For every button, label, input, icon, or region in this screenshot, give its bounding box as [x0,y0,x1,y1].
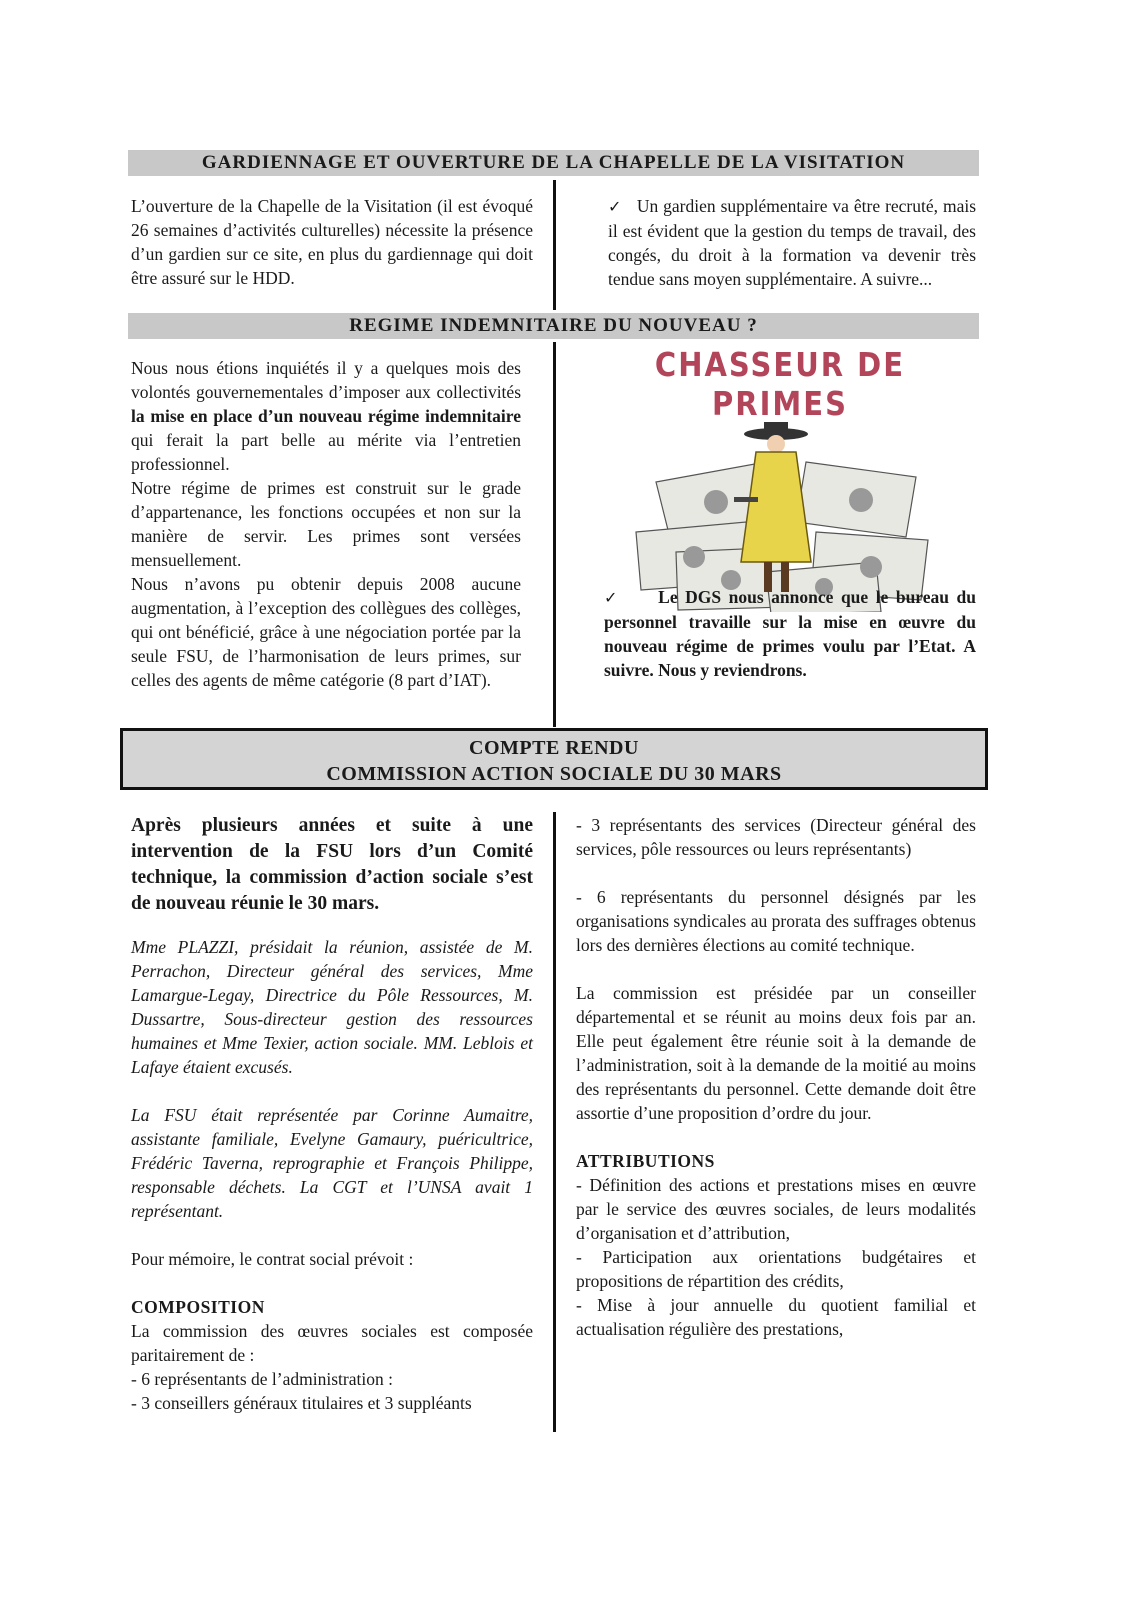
compte-rendu-right-column [576,813,976,1341]
regime-paragraph-3: Nous n’avons pu obtenir depuis 2008 aucune augmentation, à l’exception des collègues des collèges, qui ont bénéficié, grâce à une négociation portée par la seule FSU, de l’harmonisation de leurs primes, sur celles des agents de même catégorie (8 part d’IAT). [131,574,521,690]
regime-paragraph-2: Notre régime de primes est construit sur le grade d’appartenance, les fonctions occupées et non sur la manière de servir. Les primes sont versées mensuellement. [131,478,521,570]
reunion-attendees: Mme PLAZZI, présidait la réunion, assistée de M. Perrachon, Directeur général des services, Mme Lamargue-Legay, Directrice du Pôle Ressources, M. Dussartre, Sous-directeur gestion des ressources humaines et Mme Texier, action sociale. MM. Leblois et Lafaye étaient excusés. [131,937,533,1077]
compte-rendu-title-box [120,728,988,790]
attribution-item-3: - Mise à jour annuelle du quotient familial et actualisation régulière des prestations, [576,1295,976,1339]
composition-item-1: - 6 représentants de l’administration : [131,1369,393,1389]
regime-right-body: Le DGS nous annonce que le bureau du personnel travaille sur la mise en œuvre du nouveau régime de primes voulu par l’Etat. A suivre. Nous y reviendrons. [604,587,976,680]
composition-personnel: - 6 représentants du personnel désignés par les organisations syndicales au prorata des suffrages obtenus lors des dernières élections au comité technique. [576,887,976,955]
attribution-item-1: - Définition des actions et prestations mises en œuvre par le service des œuvres sociales, de leurs modalités d’organisation et d’attribution, [576,1175,976,1243]
compte-rendu-title-line2: COMMISSION ACTION SOCIALE DU 30 MARS [326,763,782,785]
illustration-title: CHASSEUR DE PRIMES [654,344,906,424]
column-divider [553,180,556,310]
column-divider [553,342,556,727]
gardiennage-left-text: L’ouverture de la Chapelle de la Visitation (il est évoqué 26 semaines d’activités culturelles) nécessite la présence d’un gardien sur ce site, en plus du gardiennage qui doit être assuré sur le HDD. [131,196,533,288]
bounty-hunter-drawing [616,422,944,612]
chasseur-de-primes-illustration [616,344,944,580]
checkmark-icon: ✓ [604,588,621,607]
commission-presidence: La commission est présidée par un conseiller départemental et se réunit au moins deux fois par an. Elle peut également être réunie soit à la demande de l’administration, soit à la demande de la moitié au moins des représentants du personnel. Cette demande doit être assortie d’une proposition d’ordre du jour. [576,983,976,1123]
compte-rendu-left-column [131,813,533,1415]
regime-right-text [604,585,976,682]
attribution-item-2: - Participation aux orientations budgétaires et propositions de répartition des crédits, [576,1247,976,1291]
composition-text: La commission des œuvres sociales est composée paritairement de : [131,1321,533,1365]
fsu-representatives: La FSU était représentée par Corinne Aumaitre, assistante familiale, Evelyne Gamaury, puéricultrice, Frédéric Taverna, reprographie et François Philippe, responsable déchets. La CGT et l’UNSA avait 1 représentant. [131,1105,533,1221]
composition-heading: COMPOSITION [131,1297,265,1317]
gardiennage-right-body: Un gardien supplémentaire va être recruté, mais il est évident que la gestion du temps de travail, des congés, du droit à la formation va devenir très tendue sans moyen supplémentaire. A suivre... [608,196,977,289]
column-divider [553,812,556,1432]
regime-paragraph-1 [131,356,521,476]
regime-p1-start: Nous nous étions inquiétés il y a quelques mois des volontés gouvernementales d’imposer aux collectivités [131,358,521,402]
section-gardiennage-title: GARDIENNAGE ET OUVERTURE DE LA CHAPELLE DE LA VISITATION [128,150,979,176]
regime-p1-end: qui ferait la part belle au mérite via l’entretien professionnel. [131,430,521,474]
section-regime-title: REGIME INDEMNITAIRE DU NOUVEAU ? [128,313,979,339]
composition-item-2: - 3 conseillers généraux titulaires et 3 suppléants [131,1393,472,1413]
regime-left-column [131,356,521,692]
gardiennage-right-text [608,194,976,291]
attributions-heading: ATTRIBUTIONS [576,1151,715,1171]
compte-rendu-title-line1: COMPTE RENDU [469,737,639,759]
regime-p1-bold: la mise en place d’un nouveau régime indemnitaire [131,406,521,426]
checkmark-icon: ✓ [608,197,622,216]
compte-rendu-lead: Après plusieurs années et suite à une intervention de la FSU lors d’un Comité technique, la commission d’action sociale s’est de nouveau réunie le 30 mars. [131,815,533,914]
composition-services: - 3 représentants des services (Directeur général des services, pôle ressources ou leurs représentants) [576,815,976,859]
memo-text: Pour mémoire, le contrat social prévoit : [131,1249,414,1269]
